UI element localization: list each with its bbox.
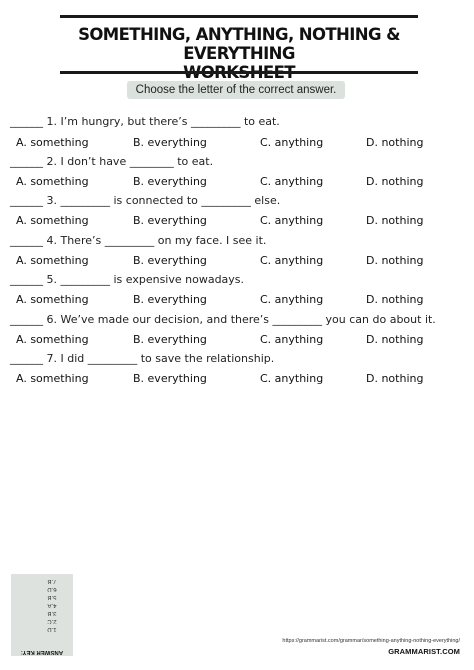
q2-option-d: D. nothing [366,175,424,188]
q5-option-d: D. nothing [366,293,424,306]
q1-option-a: A. something [16,136,89,149]
q4-option-d: D. nothing [366,254,424,267]
question-6: ______ 6. We’ve made our decision, and there’s _________ you can do about it. [10,313,436,326]
q6-option-c: C. anything [260,333,324,346]
q2-option-a: A. something [16,175,89,188]
answer-key-item-4: 4.A [47,602,57,608]
answer-key-item-1: 1.D [47,626,57,632]
q1-option-c: C. anything [260,136,324,149]
q4-option-a: A. something [16,254,89,267]
question-4: ______ 4. There’s _________ on my face. I see it. [10,234,267,247]
q6-option-b: B. everything [133,333,207,346]
title-bottom-rule [60,71,418,74]
q2-option-b: B. everything [133,175,207,188]
question-2: ______ 2. I don’t have ________ to eat. [10,155,214,168]
answer-key-item-3: 3.B [47,610,57,616]
title-top-rule [60,15,418,18]
q7-option-a: A. something [16,372,89,385]
question-3: ______ 3. _________ is connected to _________ else. [10,194,281,207]
answer-key-item-6: 6.D [47,586,57,592]
q6-option-a: A. something [16,333,89,346]
question-5: ______ 5. _________ is expensive nowadays. [10,273,245,286]
q7-option-c: C. anything [260,372,324,385]
q3-option-d: D. nothing [366,214,424,227]
q5-option-a: A. something [16,293,89,306]
q4-option-b: B. everything [133,254,207,267]
answer-key-heading: ANSWER KEY: [20,649,64,655]
q5-option-b: B. everything [133,293,207,306]
q1-option-d: D. nothing [366,136,424,149]
q3-option-c: C. anything [260,214,324,227]
q7-option-b: B. everything [133,372,207,385]
answer-key-item-7: 7.B [47,578,57,584]
answer-key-item-2: 2.C [47,618,57,624]
question-1: ______ 1. I’m hungry, but there’s _________ to eat. [10,115,280,128]
q3-option-b: B. everything [133,214,207,227]
q2-option-c: C. anything [260,175,324,188]
question-7: ______ 7. I did _________ to save the relationship. [10,352,275,365]
footer-url[interactable]: https://grammarist.com/grammar/something-anything-nothing-everything/ [282,638,460,644]
q4-option-c: C. anything [260,254,324,267]
instruction-banner: Choose the letter of the correct answer. [127,81,345,99]
q3-option-a: A. something [16,214,89,227]
q6-option-d: D. nothing [366,333,424,346]
title-line-1: SOMETHING, ANYTHING, NOTHING & EVERYTHING [78,25,400,63]
footer-brand[interactable]: GRAMMARIST.COM [388,647,460,656]
q7-option-d: D. nothing [366,372,424,385]
q1-option-b: B. everything [133,136,207,149]
answer-key-item-5: 5.B [47,594,57,600]
q5-option-c: C. anything [260,293,324,306]
